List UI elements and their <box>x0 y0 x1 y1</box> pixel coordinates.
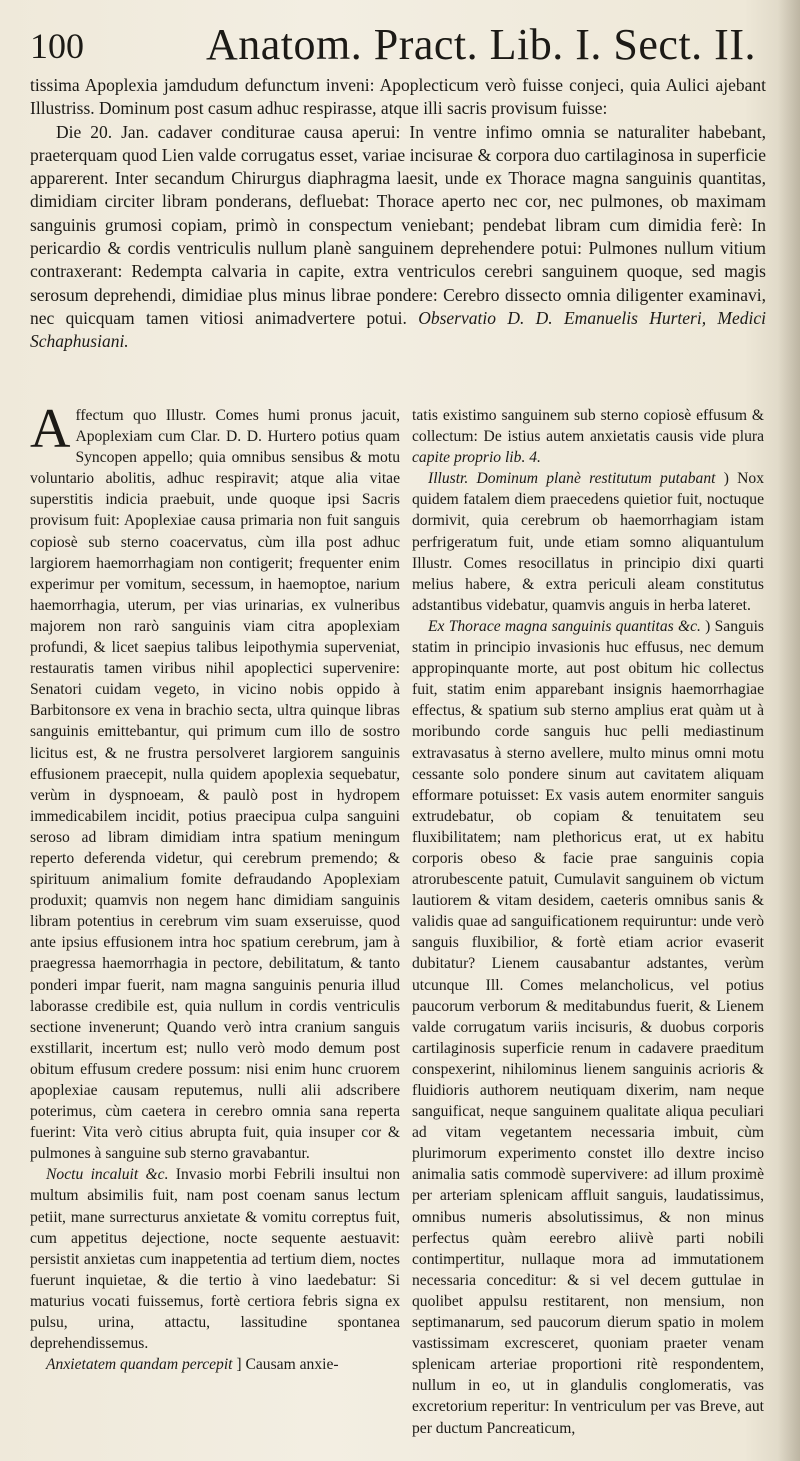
page-number: 100 <box>30 26 84 66</box>
right-paragraph-2-lemma: Illustr. Dominum planè restitutum putabant <box>428 470 716 488</box>
right-paragraph-2-text: ) Nox quidem fatalem diem praecedens quietior fuit, noctuque dormivit, quia cerebrum ob haemorrhagiam istam perfrigeratum fuit, unde etiam somno aliquantulum Illustr. Comes resocillatus in principio dixi quarti melius habere, & extra periculi aleam constitutus adstantibus videbatur, quamvis anguis in herba lateret. <box>412 470 764 614</box>
left-paragraph-2 <box>30 1164 400 1354</box>
right-paragraph-1 <box>412 405 764 468</box>
intro-paragraph-2-text: Die 20. Jan. cadaver conditurae causa aperui: In ventre infimo omnia se naturaliter habebant, praeterquam quod Lien valde corrugatus esset, variae incisurae & corpora duo cartilaginosa in superficie apparerent. Inter secandum Chirurgus diaphragma laesit, unde ex Thorace magna sanguinis quantitas, dimidiam circiter libram ponderans, defluebat: Thorace aperto nec cor, nec pulmones, ob maximam sanguinis grumosi copiam, primò in conspectum veniebant; pendebat libram cum dimidia ferè: In pericardio & cordis ventriculis nullum planè sanguinem deprehendere potui: Pulmones nullum vitium contraxerant: Redempta calvaria in capite, extra ventriculos cerebri sanguinem quoque, sed magis serosum deprehendi, dimidiae plus minus librae pondere: Cerebro dissecto omnia diligenter examinavi, nec quicquam tamen vitiosi animadvertere potui. <box>30 121 766 328</box>
page-header <box>30 22 770 70</box>
observatio-attribution: Observatio D. D. Emanuelis Hurteri, Medici Schaphusiani. <box>30 307 766 352</box>
right-paragraph-1-ref: capite proprio lib. 4. <box>412 449 541 467</box>
left-paragraph-2-text: Invasio morbi Febrili insultui non multum absimilis fuit, nam post coenam sanus lectum petiit, mane surrecturus anxietate & vomitu correptus fuit, cum appetitus dejectione, nocte sequente aestuavit: persistit anxietas cum inappetentia ad tertium diem, noctes fuerunt inquietae, & die tertio à vino laedebatur: Si maturius vocati fuissemus, fortè certiora febris signa ex pulsu, urina, attactu, lassitudine spontanea deprehendissemus. <box>30 1166 400 1353</box>
left-paragraph-3-lemma: Anxietatem quandam percepit <box>46 1356 233 1374</box>
left-paragraph-1-text: ffectum quo Illustr. Comes humi pronus jacuit, Apoplexiam cum Clar. D. D. Hurtero potius quam Syncopen appello; quia omnibus sensibus & motu voluntario abolitis, adhuc respiravit; atque alia vitae superstitis indicia praebuit, unde quoque ipsi Sacris provisum fuit: Apoplexiae causa primaria non fuit sanguis copiosè sub sterno coacervatus, cùm illa post adhuc largiorem haemorrhagiam non contigerit; frequenter enim experimur per vomitum, secessum, in haemoptoe, narium haemorrhagia, uterum, per vias urinarias, ex vulneribus majorem non rarò sanguinis viam citra apoplexiam profundi, & licet saepius talibus leipothymia superveniat, restauratis tamen viribus nihil apoplectici supervenire: Senatori cuidam vegeto, in vicino nobis oppido à Barbitonsore ex vena in brachio secta, ultra quinque libras sanguinis emittebantur, qui primum cum illo de sostro licitus est, & ne frustra persolveret largiorem sanguinis effusionem praecepit, nulla quidem apoplexia sequebatur, verùm in dyspnoeam, & paulò post in hydropem immedicabilem incidit, potius praecipua culpa sanguini seroso ad libram dimidiam intra spatium meningum reperto deferenda videtur, qui cerebrum premendo; & spirituum animalium fomite defraudando Apoplexiam produxit; quamvis non negem hanc dimidiam sanguinis libram potentius in cerebrum vim suam exseruisse, quod ante ipsius effusionem intra hoc spatium cerebrum, jam à praegressa haemorrhagia in pectore, debilitatum, & tanto ponderi impar fuerit, nam magna sanguinis penuria illud laborasse credibile est, quia nullum in cordis ventriculis sectione invenerunt; Quando verò intra cranium sanguis exstillarit, incertum est; nullo verò modo demum post obitum effusum credere possum: nisi enim hunc cruorem apoplexiae causam reputemus, nulli alii adscribere poterimus, cùm caetera in cerebro omnia sana reperta fuerint: Vita verò citius abrupta fuit, quia insuper cor & pulmones à sanguine sub sterno gravabantur. <box>30 407 400 1163</box>
intro-paragraph-2 <box>30 121 766 354</box>
right-paragraph-2 <box>412 468 764 616</box>
intro-paragraph-1: tissima Apoplexia jamdudum defunctum inveni: Apoplecticum verò fuisse conjeci, quia Aulici ajebant Illustriss. Dominum post casum adhuc respirasse, atque illi sacris provisum fuisse: <box>30 75 766 119</box>
left-paragraph-3-text: ] Causam anxie- <box>232 1356 339 1374</box>
running-head: Anatom. Pract. Lib. I. Sect. II. <box>206 20 756 69</box>
drop-cap: A <box>30 398 71 460</box>
right-paragraph-1-text: tatis existimo sanguinem sub sterno copiosè effusum & collectum: De istius autem anxietatis causis vide plura <box>412 407 764 446</box>
intro-text-block <box>30 74 766 354</box>
right-paragraph-3 <box>412 616 764 1439</box>
right-paragraph-3-text: ) Sanguis statim in principio invasionis huc effusus, nec demum appropinquante morte, aut post obitum hic collectus fuit, statim enim apparebant insignis haemorrhagiae effectus, & spatium sub sterno amplius erat quàm ut à moribundo corde sanguis huc pelli mediastinum extravasatus à sterno avellere, multo minus omni motu cessante solo pondere sinum aut cavitatem aliquam efformare potuisset: Ex vasis autem enormiter sanguis extrudebatur, ob copiam & tenuitatem seu fluxibilitatem; nam plethoricus erat, ut ex habitu corporis obeso & facie prae sanguinis copia atrorubescente patuit, Cumulavit sanguinem ob victum lautiorem & vitam desidem, caeteris omnibus sanis & validis quae ad sanguificationem requiruntur: unde verò sanguis fluxibilior, & fortè etiam acrior evaserit dubitatur? Lienem causabantur adstantes, verùm utcunque Ill. Comes melancholicus, vel potius paucorum verborum & meditabundus fuerit, & Lienem valde corrugatum variis incisuris, & duobus corporis cartilaginosis superficie renum in cadavere praeditum conspexerint, nihilominus lienem sanguinis acrioris & fluidioris authorem neutiquam dixerim, nam neque sanguificat, neque sanguinem qualitate aliqua peculiari ad vitam vegetantem necessaria imbuit, cùm plurimorum experimento constet illo dextre inciso animalia satis commodè supervivere: ad illum proximè per arteriam splenicam affluit sanguis, laudatissimus, omnibus numeris absolutissimus, & non minus perfectus quàm eerebro aliivè parti nobili contimpertitur, nullaque mora ad immutationem necessaria conceditur: & si vel decem guttulae in quolibet appulsu restitarent, non mensium, non septimanarum, sed paucorum dierum spatio in molem vastissimam excresceret, quoniam praeter venam splenicam arteriae proportioni ritè respondentem, nullum in eo, ut in glandulis conglomeratis, vas excretorium reperitur: In ventriculum per vas Breve, aut per ductum Pancreaticum, <box>412 617 765 1437</box>
left-paragraph-3 <box>30 1354 400 1375</box>
left-paragraph-2-lemma: Noctu incaluit &c. <box>46 1166 169 1184</box>
left-column <box>30 398 400 1450</box>
page-edge-shadow <box>778 0 800 1461</box>
right-column <box>412 405 764 1450</box>
left-paragraph-1 <box>30 398 400 1164</box>
right-paragraph-3-lemma: Ex Thorace magna sanguinis quantitas &c. <box>428 617 701 635</box>
